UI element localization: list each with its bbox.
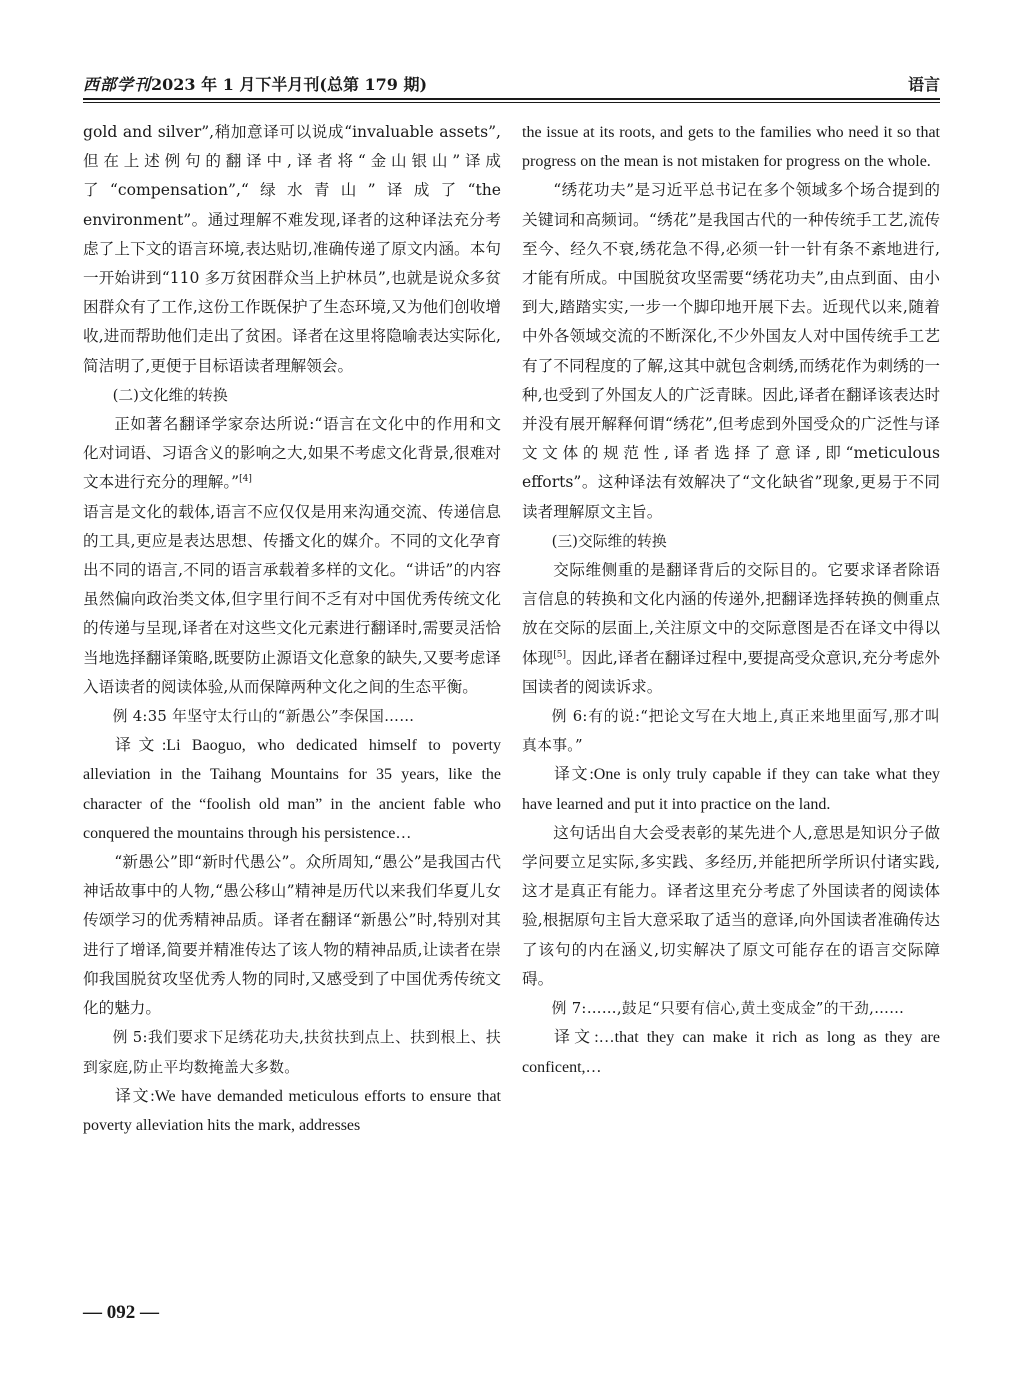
quote-text: 正如著名翻译学家奈达所说:“语言在文化中的作用和文化对词语、习语含义的影响之大,如果不考虑文化背景,很难对文本进行充分的理解。” [83,415,501,492]
body-text: 。因此,译者在翻译过程中,要提高受众意识,充分考虑外国读者的阅读诉求。 [522,648,940,696]
right-column [522,118,940,1082]
header-rule-thin [83,102,940,103]
section-heading: (二)文化维的转换 [112,386,228,404]
translation: 译文:One is only truly capable if they can take what they have learned and put it into practice on the land. [522,766,940,813]
example: 例 4:35 年坚守太行山的“新愚公”李保国…… [112,708,415,726]
header-left [83,72,427,95]
header-rule-thick [83,98,940,100]
section-name: 语言 [907,75,940,94]
paragraph: 这句话出自大会受表彰的某先进个人,意思是知识分子做学问要立足实际,多实践、多经历,并能把所学所识付诸实践,这才是真正有能力。译者这里充分考虑了外国读者的阅读体验,根据原句主旨大意采取了适当的意译,向外国读者准确传达了该句的内在涵义,切实解决了原文可能存在的语言交际障碍。 [522,823,940,988]
issue-info: 2023 年 1 月下半月刊(总第 179 期) [151,75,428,94]
section-heading: (三)交际维的转换 [551,532,667,550]
citation: [5] [553,649,566,660]
left-column [83,118,501,1140]
body-text: 交际维侧重的是翻译背后的交际目的。它要求译者除语言信息的转换和文化内涵的传递外,把翻译选择转换的侧重点放在交际的层面上,关注原文中的交际意图是否在译文中得以体现 [522,561,940,667]
translation-continued: the issue at its roots, and gets to the families who need it so that progress on the mean is not mistaken for progress on the whole. [522,124,940,171]
paragraph [83,410,501,498]
example: 例 7:……,鼓足“只要有信心,黄土变成金”的干劲,…… [551,1000,905,1018]
journal-name: 西部学刊 [83,75,152,94]
translation: 译文:Li Baoguo, who dedicated himself to poverty alleviation in the Taihang Mountains for 35 years, like the character of the “foolish old man” in the ancient fable who conquered the mountains through his persistence… [83,737,501,842]
example: 例 6:有的说:“把论文写在大地上,真正来地里面写,那才叫真本事。” [522,708,940,755]
translation: 译文:We have demanded meticulous efforts to ensure that poverty alleviation hits the mark, addresses [83,1087,501,1134]
citation: [4] [239,474,252,485]
paragraph: “新愚公”即“新时代愚公”。众所周知,“愚公”是我国古代神话故事中的人物,“愚公移山”精神是历代以来我们华夏儿女传颂学习的优秀精神品质。译者在翻译“新愚公”时,特别对其进行了增译,简要并精准传达了该人物的精神品质,让读者在崇仰我国脱贫攻坚优秀人物的同时,又感受到了中国优秀传统文化的魅力。 [83,853,501,1018]
page-number: — 092 — [83,1302,159,1323]
paragraph [522,556,940,702]
paragraph: gold and silver”,稍加意译可以说成“invaluable assets”,但在上述例句的翻译中,译者将“金山银山”译成了“compensation”,“绿水青山”译成了“the environment”。通过理解不难发现,译者的这种译法充分考虑了上下文的语言环境,表达贴切,准确传递了原文内涵。本句一开始讲到“110 多万贫困群众当上护林员”,也就是说众多贫困群众有了工作,这份工作既保护了生态环境,又为他们创收增收,进而帮助他们走出了贫困。译者在这里将隐喻表达实际化,简洁明了,更便于目标语读者理解领会。 [83,123,501,375]
translation: 译文:…that they can make it rich as long as they are conficent,… [522,1029,940,1076]
running-header [83,70,940,98]
paragraph: “绣花功夫”是习近平总书记在多个领域多个场合提到的关键词和高频词。“绣花”是我国古代的一种传统手工艺,流传至今、经久不衰,绣花急不得,必须一针一针有条不紊地进行,才能有所成。中国脱贫攻坚需要“绣花功夫”,由点到面、由小到大,踏踏实实,一步一个脚印地开展下去。近现代以来,随着中外各领域交流的不断深化,不少外国友人对中国传统手工艺有了不同程度的了解,这其中就包含刺绣,而绣花作为刺绣的一种,也受到了外国友人的广泛青睐。因此,译者在翻译该表达时并没有展开解释何谓“绣花”,但考虑到外国受众的广泛性与译文文体的规范性,译者选择了意译,即“meticulous efforts”。这种译法有效解决了“文化缺省”现象,更易于不同读者理解原文主旨。 [522,181,940,521]
paragraph: 语言是文化的载体,语言不应仅仅是用来沟通交流、传递信息的工具,更应是表达思想、传播文化的媒介。不同的文化孕育出不同的语言,不同的语言承载着多样的文化。“讲话”的内容虽然偏向政治类文体,但字里行间不乏有对中国优秀传统文化的传递与呈现,译者在对这些文化元素进行翻译时,需要灵活恰当地选择翻译策略,既要防止源语文化意象的缺失,又要考虑译入语读者的阅读体验,从而保障两种文化之间的生态平衡。 [83,502,501,696]
example: 例 5:我们要求下足绣花功夫,扶贫扶到点上、扶到根上、扶到家庭,防止平均数掩盖大多数。 [83,1029,501,1076]
